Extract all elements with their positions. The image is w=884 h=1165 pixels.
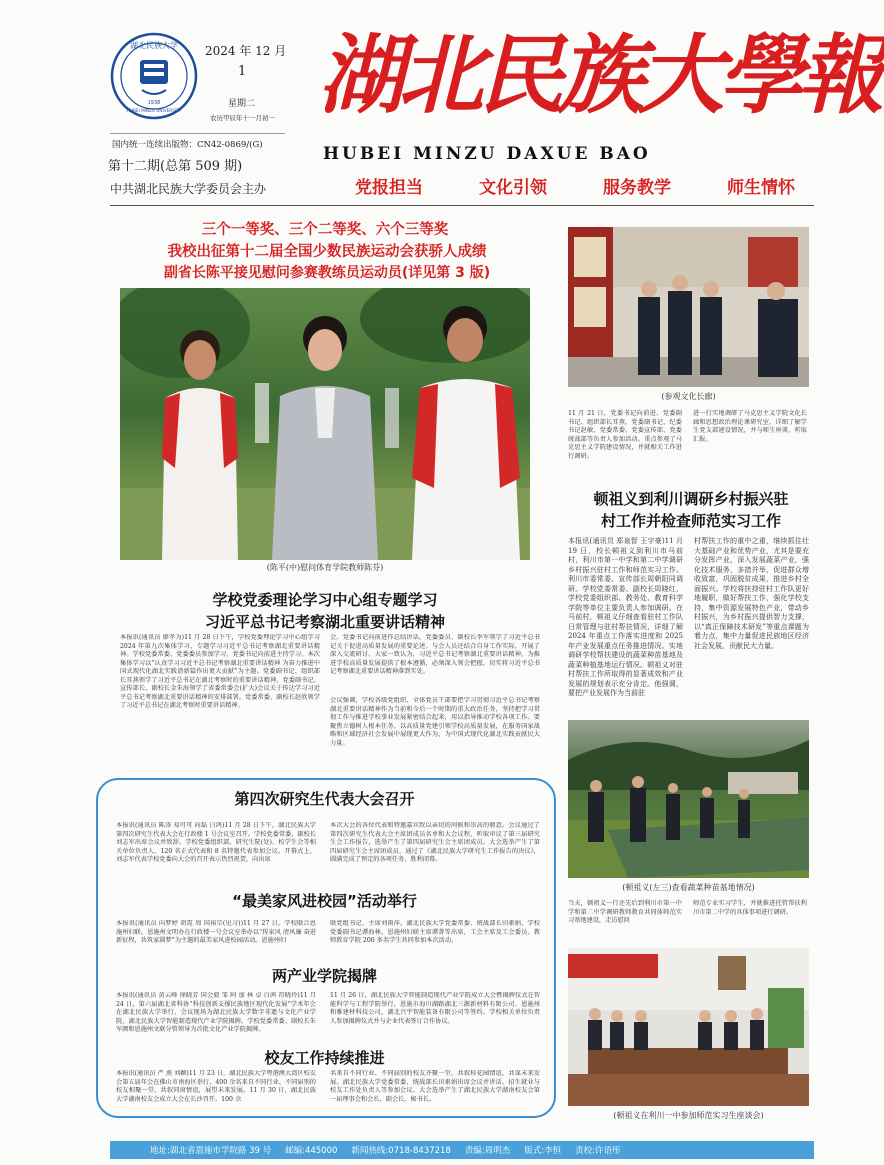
footer-bar	[110, 1141, 814, 1159]
lunar-date: 农历甲辰年十一月初一	[210, 114, 275, 122]
article2-col1: 本报讯(通讯员 郑泉智 王宇豪)11 月 19 日，校长顿祖义到利川市马前村，利川市第一中学和第二中学调研乡村振兴驻村工作和师范实习工作。利川市委常委、宣传部长周朝阳同调研。学校党委常委、副校长周晓红，学校党委组织部、教务处、教育科学学院等单位主要负责人参加调研。在马前村，顿祖义仔细查看驻村工作队日常管理与驻村帮扶情况，详细了解 2024 年重点工作落实进度和 2025 年产业发展重点任务推进情况。实地调研学校帮扶建设的蔬菜种苗基地及蔬菜种植基地运行情况。顿祖义对驻村帮扶工作所取得的显著成效和产业发展的规划表示充分肯定。他强调，要把产业发展作为当前驻	[568, 537, 683, 697]
footer-proof: 责校:许语彤	[575, 1146, 621, 1156]
story3-right: 11 月 26 日，湖北民族大学智能制造现代产业学院成立大会暨揭牌仪式在智能科学与工程学院举行，恩施市海川湖路湖北三源新材料有限公司、恩施州和雅建材科技公司、湖北兴宇智能装备有限公司等签约。学校相关单位负责人参加揭牌仪式并与企业代表签订合作协议。	[330, 992, 540, 1025]
date-line: 2024 年 12 月	[205, 44, 287, 58]
lead-headline-3: 副省长陈平接见慰问参赛教练员运动员(详见第 3 版)	[163, 265, 491, 281]
story3-left: 本报讯(通讯员 黄云峰 徐晓芳 国会毅 邹 阿 加 林 卓 白鸿 符晓玲)11 月 24 日，第六届湖北省科协“科技创新支撑民族地区现代化发展”学术年会在湖北民族大学举行，会议现场为湖北民族大学数字非遗与文化产业学院，湖北民族大学智能制造现代产业学院揭牌。学校党委常委、副校长朱军颜和恩施州文联分管领导为首批文化产业学院揭牌。	[116, 992, 316, 1033]
symposium-caption: (顿祖义在利川一中参加师范实习生座谈会)	[613, 1111, 764, 1120]
footer-editor: 责编:周明杰	[464, 1146, 511, 1156]
culture-gallery-text-left: 11 月 21 日，党委书记向前进、党委副书记、组织部长耳燕，党委副书记、纪委书记赵敏，党委常委、党委宣传部、党委统战部等负责人参加活动。重点参观了马克思主义学院建设情况，并就相关工作进行调研。	[568, 410, 682, 460]
issn: 国内统一连续出版物：CN42-0869/(G)	[112, 140, 263, 150]
article2-title-2: 村工作并检查师范实习工作	[600, 512, 781, 530]
culture-gallery-text-right: 进一行实地调研了马克思主义学院文化长廊和思想政治理论课研究室，详细了解学生党支部建设情况，并与师生座谈，听取汇报。	[693, 410, 807, 443]
culture-gallery-caption: (参观文化长廊)	[661, 392, 716, 401]
lead-photo-caption: (陈平(中)慰问体育学院教师陈芬)	[266, 563, 384, 572]
article1-title-2: 习近平总书记考察湖北重要讲话精神	[204, 613, 445, 631]
slogan: 师生情怀	[727, 178, 795, 198]
story1-title: 第四次研究生代表大会召开	[234, 790, 415, 808]
svg-text:HUBEI MINZU UNIVERSITY: HUBEI MINZU UNIVERSITY	[126, 108, 182, 113]
footer-address: 地址:湖北省恩施市学院路 39 号	[150, 1146, 272, 1156]
vegetable-base-caption: (顿祖义(左三)查看蔬菜种苗基地情况)	[622, 883, 755, 892]
article1-col2: 会。党委书记向前进作总结讲话。党委委员、副校长李军领学了习近平总书记关于促进高质量发展的重要论述。与会人员还结合自身工作实际，开展了深入交流研讨。大家一致认为，习近平总书记考察湖北重要讲话精神，为推进学校高质量发展提供了根本遵循，必须深入领会把握，切实将习近平总书记考察湖北重要讲话精神落到实处。	[330, 634, 540, 675]
slogans	[355, 173, 795, 198]
article2-col2: 村帮扶工作的重中之重，继续抓住壮大基础产业和优势产业，尤其是要充分发挥产业，深入发展蔬菜产业，强化技术服务，多措并举，促进群众增收致富，巩固脱贫成果，推进乡村全面振兴。学校将扶持驻村工作队更好地履职，做好帮扶工作，强化学校支持，集中资源发展特色产业，带动乡村振兴，为乡村振兴提供智力支撑，以“真正保障技术研发”等重点课题为着力点，集中力量促进民族地区经济社会发展，贡献民大力量。	[694, 537, 809, 650]
article2-title-1: 顿祖义到利川调研乡村振兴驻	[593, 490, 789, 508]
story4-left: 本报讯(通讯员 严 燕 刘颖)11 月 23 日，湖北民族大学粤港澳大湾区校友会第五届年会在佛山市南海区举行，400 余名来自不同行业、不同届别的校友相聚一堂，共叙同窗情谊，展望未来发展。11 月 30 日，湖北民族大学湖南校友会成立大会在长沙召开。100 余	[116, 1070, 316, 1103]
visit-text-right: 师范专业实习学生，并就推进托管帮扶利川市第二中学的具体事项进行调研。	[693, 900, 807, 916]
vegetable-base-photo	[568, 720, 809, 878]
lead-photo	[120, 288, 530, 560]
article1-title-1: 学校党委理论学习中心组专题学习	[212, 591, 438, 609]
story1-left: 本报讯(通讯员 陈涛 易可可 向磊 白鸿)11 月 28 日下午，湖北民族大学第四次研究生代表大会在行政楼 1 号会议室召开。学校党委常委、副校长刘志军出席会议并致辞。学校党委组织部、研究生院(处)、校学生会等相关单位负责人，120 名正式代表和 8 名特邀代表参加会议。开幕式上，刘志军代表学校党委向大会的召开表示热烈祝贺，向出席	[116, 822, 316, 863]
footer-hotline: 新闻热线:0718-8437218	[351, 1146, 451, 1156]
header-divider	[110, 133, 285, 134]
culture-gallery-photo	[568, 227, 809, 387]
university-seal	[110, 32, 198, 120]
svg-text:1938: 1938	[147, 100, 161, 106]
sponsor: 中共湖北民族大学委员会主办	[110, 182, 267, 196]
story4-title: 校友工作持续推进	[264, 1049, 385, 1067]
masthead-title: 湖北民族大學報	[318, 25, 878, 126]
story4-right: 名来自不同行业、不同届别的校友齐聚一堂，共叙桂花园情谊，共谋未来发展。湖北民族大学党委常委、统战部长田素娟出席会议并讲话。招生就业与校友工作处负责人等参加会议。大会选举产生了湖北民族大学湖南校友会第一届理事会和会长、副会长、秘书长。	[330, 1070, 540, 1103]
story1-right: 本次大会的各位代表和特邀嘉宾致以亲切的问候和崇高的敬意。会议通过了第四次研究生代表大会主席团成员名单和大会议程，听取审议了第三届研究生会工作报告，选举产生了第四届研究生会主席团成员。大会选举产生了第四届研究生会主席团成员，通过了《湖北民族大学研究生工作报告的决议》，圆满完成了预定的各项任务，胜利闭幕。	[330, 822, 540, 863]
slogan: 文化引领	[479, 178, 547, 198]
symposium-photo	[568, 948, 809, 1106]
masthead-pinyin: HUBEI MINZU DAXUE BAO	[323, 144, 651, 164]
footer-layout: 版式:李恒	[524, 1146, 562, 1156]
lead-headline-1: 三个一等奖、三个二等奖、六个三等奖	[201, 222, 449, 238]
masthead-rule	[110, 205, 814, 206]
weekday: 星期二	[228, 99, 256, 109]
article1-col1: 本报讯(通讯员 廖孝为)11 月 28 日下午，学校党委理论学习中心组学习 2024 年第九次集体学习，专题学习习近平总书记考察湖北重要讲话精神。学校党委常委、党委委员参加学习，党委书记向前进主持学习。本次集体学习以“认真学习习近平总书记考察湖北重要讲话精神 为奋力推进中国式现代化湖北实践谱新篇作出更大贡献”为主题。党委副书记、组织部长耳燕领学了习近平总书记在湖北考察时的重要讲话精神。党委副书记、宣传部长、副校长金朱海领学了省委常委会(扩大)会议关于传达学习习近平总书记考察湖北重要讲话精神的安排部署。党委常委、副校长赵欣领学了习近平总书记在湖北考察时重要讲话精神。	[120, 634, 320, 709]
footer-postcode: 邮编:445000	[285, 1146, 338, 1156]
svg-text:湖北民族大学: 湖北民族大学	[130, 41, 178, 50]
slogan: 党报担当	[355, 178, 423, 198]
story2-title: “最美家风进校园”活动举行	[232, 892, 417, 910]
visit-text-left: 当天，顿祖义一行还先后到利川市第一中学和第二中学调研教师教育共同体师范实习基地建设，走访慰问	[568, 900, 682, 924]
story2-right: 联党组书记、主席刘雨萍，湖北民族大学党委常委、统战部长田素娟，学校党委副书记谭海林，恩施州妇联主席谭菁等出席，工会主席及工会委员、教师教育学院 200 多名学生共同参加本次活动。	[330, 920, 540, 944]
date-day: 1	[238, 64, 247, 79]
story2-left: 本报讯(通讯员 向梦婷 胡霓 周 国裕宗(见习))11 月 27 日，学校联合恩施州妇联、恩施州文明办在行政楼一号会议室举办以“传家风 清风廉 奋进新征程，共筑家圆梦”为主题的最美家风进校园活动。恩施州妇	[116, 920, 316, 944]
issue-number: 第十二期(总第 509 期)	[108, 159, 243, 174]
article1-col3: 会议强调，学校各级党组织、全体党员干部要把学习贯彻习近平总书记考察湖北重要讲话精神作为当前和今后一个时期的重大政治任务，坚持把学习贯彻工作与推进学校事业发展紧密结合起来，用以指导推动学校各项工作。要聚焦立德树人根本任务，以高质量党建引领学校高质量发展，在服务国家战略和区域经济社会发展中展现更大作为，为中国式现代化湖北实践贡献民大力量。	[330, 697, 540, 747]
story3-title: 两产业学院揭牌	[271, 967, 377, 985]
slogan: 服务教学	[603, 178, 671, 198]
lead-headline-2: 我校出征第十二届全国少数民族运动会获骄人成绩	[167, 244, 487, 260]
